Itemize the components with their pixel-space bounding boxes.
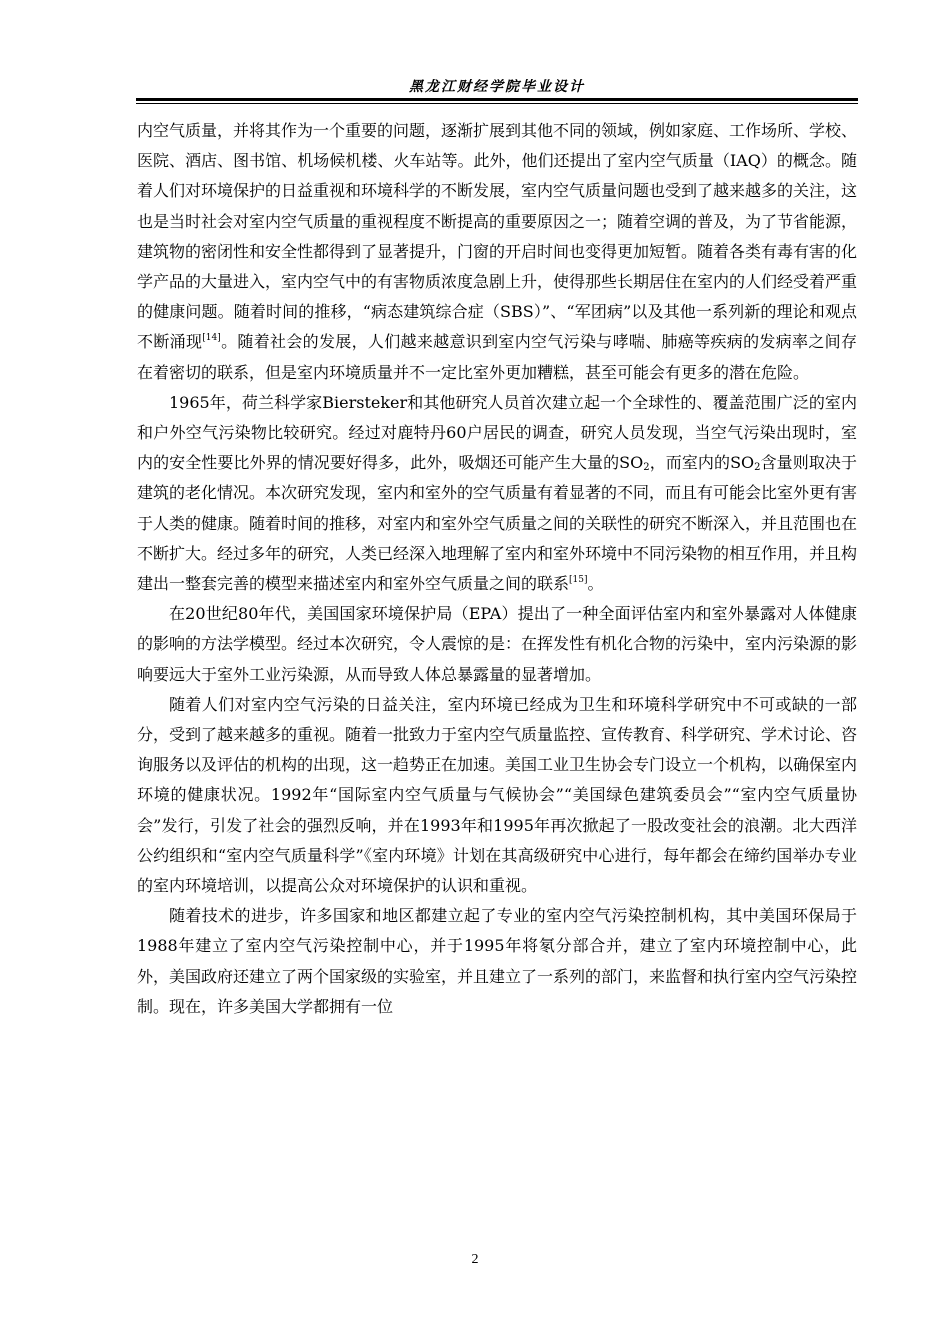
subscript: 2 [643, 462, 650, 474]
paragraph-text: 内空气质量，并将其作为一个重要的问题，逐渐扩展到其他不同的领域，例如家庭、工作场所、学校、医院、酒店、图书馆、机场候机楼、火车站等。此外，他们还提出了室内空气质量（IAQ）的概念。随着人们对环境保护的日益重视和环境科学的不断发展，室内空气质量问题也受到了越来越多的关注，这也是当时社会对室内空气质量的重视程度不断提高的重要原因之一；随着空调的普及，为了节省能源，建筑物的密闭性和安全性都得到了显著提升，门窗的开启时间也变得更加短暂。随着各类有毒有害的化学产品的大量进入，室内空气中的有害物质浓度急剧上升，使得那些长期居住在室内的人们经受着严重的健康问题。随着时间的推移，“病态建筑综合症（SBS）”、“军团病”以及其他一系列新的理论和观点不断涌现 [137, 121, 858, 352]
paragraph-text: 。随着社会的发展，人们越来越意识到室内空气污染与哮喘、肺癌等疾病的发病率之间存在着密切的联系，但是室内环境质量并不一定比室外更加糟糕，甚至可能会有更多的潜在危险。 [137, 332, 857, 382]
page-header-title: 黑龙江财经学院毕业设计 [409, 79, 585, 95]
header-rule-thin [136, 103, 858, 104]
paragraph-text: 1965年，荷兰科学家Biersteker和其他研究人员首次建立起一个全球性的、覆盖范围广泛的室内和户外空气污染物比较研究。经过对鹿特丹60户居民的调查，研究人员发现，当空气污染出现时，室内的安全性要比外界的情况要好得多，此外，吸烟还可能产生大量的SO [137, 392, 857, 473]
paragraph-text: 含量则取决于建筑的老化情况。本次研究发现，室内和室外的空气质量有着显著的不同，而且有可能会比室外更有害于人类的健康。随着时间的推移，对室内和室外空气质量之间的关联性的研究不断深入，并且范围也在不断扩大。经过多年的研究，人类已经深入地理解了室内和室外环境中不同污染物的相互作用，并且构建出一整套完善的模型来描述室内和室外空气质量之间的联系 [137, 453, 858, 594]
header-rule-thick [136, 98, 858, 101]
subscript: 2 [754, 462, 761, 474]
document-body [137, 116, 857, 1022]
citation-14: [14] [202, 333, 221, 344]
citation-15: [15] [569, 575, 588, 586]
paragraph-4: 随着人们对室内空气污染的日益关注，室内环境已经成为卫生和环境科学研究中不可或缺的一部分，受到了越来越多的重视。随着一批致力于室内空气质量监控、宣传教育、科学研究、学术讨论、咨询服务以及评估的机构的出现，这一趋势正在加速。美国工业卫生协会专门设立一个机构，以确保室内环境的健康状况。1992年“国际室内空气质量与气候协会”“美国绿色建筑委员会”“室内空气质量协会”发行，引发了社会的强烈反响，并在1993年和1995年再次掀起了一股改变社会的浪潮。北大西洋公约组织和“室内空气质量科学”《室内环境》计划在其高级研究中心进行，每年都会在缔约国举办专业的室内环境培训，以提高公众对环境保护的认识和重视。 [137, 694, 858, 896]
page-number: 2 [471, 1252, 479, 1267]
paragraph-2 [137, 388, 857, 599]
paragraph-text: ，而室内的SO [649, 453, 755, 473]
paragraph-3: 在20世纪80年代，美国国家环境保护局（EPA）提出了一种全面评估室内和室外暴露对人体健康的影响的方法学模型。经过本次研究，令人震惊的是：在挥发性有机化合物的污染中，室内污染源的影响要远大于室外工业污染源，从而导致人体总暴露量的显著增加。 [137, 604, 858, 684]
paragraph-1 [137, 116, 857, 388]
paragraph-text: 。 [587, 574, 604, 594]
paragraph-5: 随着技术的进步，许多国家和地区都建立起了专业的室内空气污染控制机构，其中美国环保局于1988年建立了室内空气污染控制中心，并于1995年将氡分部合并，建立了室内环境控制中心，此外，美国政府还建立了两个国家级的实验室，并且建立了一系列的部门，来监督和执行室内空气污染控制。现在，许多美国大学都拥有一位 [137, 906, 858, 1016]
